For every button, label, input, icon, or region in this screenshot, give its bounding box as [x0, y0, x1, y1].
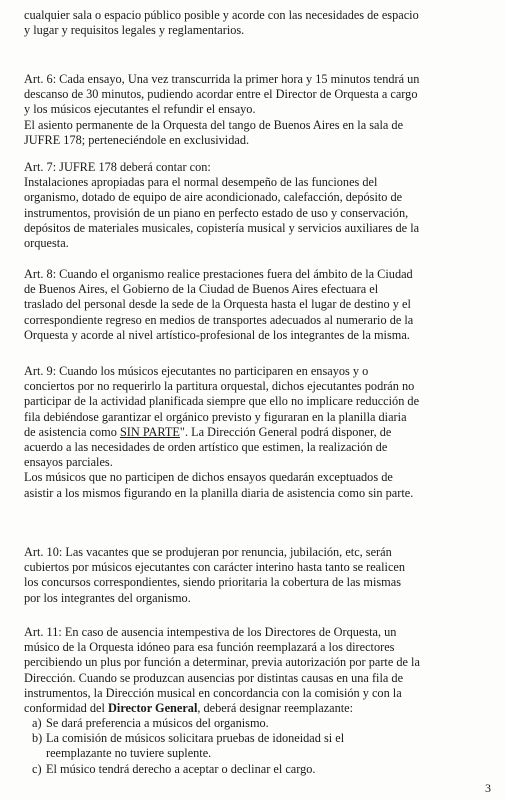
- text-line: Orquesta y acorde al nivel artístico-profesional de los integrantes de la misma.: [24, 327, 410, 342]
- replacement-list: [32, 716, 476, 777]
- text-line: cualquier sala o espacio público posible y acorde con las necesidades de espacio: [24, 8, 419, 22]
- text-line: Art. 6: Cada ensayo, Una vez transcurrida la primer hora y 15 minutos tendrá un: [24, 72, 420, 86]
- list-marker: c): [32, 761, 42, 776]
- text-line: orquesta.: [24, 236, 69, 251]
- text-line: Art. 11: En caso de ausencia intempestiva de los Directores de Orquesta, un: [24, 625, 397, 639]
- text-line: [24, 425, 476, 440]
- text-segment: ". La Dirección General podrá disponer, de: [179, 424, 392, 439]
- article-10: [24, 545, 476, 606]
- page-number: 3: [485, 781, 491, 795]
- article-8: [24, 267, 476, 343]
- text-line: participar de la actividad planificada siempre que ello no implicare reducción de: [24, 394, 420, 409]
- text-segment: conformidad del: [24, 701, 109, 716]
- list-marker: b): [32, 731, 43, 746]
- text-line: Art. 8: Cuando el organismo realice prestaciones fuera del ámbito de la Ciudad: [24, 267, 413, 281]
- text-line: acuerdo a las necesidades de orden artístico que estimen, la realización de: [24, 440, 388, 455]
- text-line: descanso de 30 minutos, pudiendo acordar entre el Director de Orquesta a cargo: [24, 87, 418, 102]
- text-line: ensayos parciales.: [24, 455, 113, 470]
- text-line: Los músicos que no participen de dichos ensayos quedarán exceptuados de: [24, 470, 393, 485]
- list-item: [32, 731, 476, 761]
- text-line: de Buenos Aires, el Gobierno de la Ciudad de Buenos Aires efectuara el: [24, 282, 379, 297]
- text-line: organismo, dotado de equipo de aire acondicionado, calefacción, depósito de: [24, 190, 403, 205]
- text-line: Dirección. Cuando se produzcan ausencias por distintas causas en una fila de: [24, 670, 404, 685]
- list-item-text: [46, 731, 476, 761]
- text-segment: , deberá designar reemplazante:: [197, 701, 354, 716]
- list-item-text: Se dará preferencia a músicos del organismo.: [46, 716, 269, 730]
- text-line: músico de la Orquesta idóneo para esa función reemplazará a los directores: [24, 640, 395, 655]
- article-6: [24, 72, 476, 148]
- text-line: depósitos de materiales musicales, copistería musical y servicios auxiliares de la: [24, 220, 420, 235]
- text-segment: de asistencia como: [24, 424, 120, 439]
- text-line: cubiertos por músicos ejecutantes con carácter interino hasta tanto se realicen: [24, 560, 406, 575]
- text-line: fila debiéndose garantizar el orgánico previsto y figuraran en la planilla diaria: [24, 409, 407, 424]
- list-marker: a): [32, 716, 42, 730]
- text-line: Art. 9: Cuando los músicos ejecutantes no participaren en ensayos y o: [24, 364, 369, 378]
- text-line: los concursos correspondientes, siendo prioritaria la cobertura de las mismas: [24, 575, 401, 590]
- text-line: y lugar y requisitos legales y reglamentarios.: [24, 23, 245, 38]
- list-item-text: El músico tendrá derecho a aceptar o declinar el cargo.: [46, 761, 316, 776]
- bold-term: Director General: [108, 701, 198, 716]
- text-line: percibiendo un plus por función a determinar, previa autorización por parte de la: [24, 655, 420, 670]
- text-line: Instalaciones apropiadas para el normal desempeño de las funciones del: [24, 175, 378, 190]
- text-line: JUFRE 178; perteneciéndole en exclusividad.: [24, 132, 250, 147]
- text-line: asistir a los mismos figurando en la planilla diaria de asistencia como sin parte.: [24, 485, 414, 500]
- text-line: La comisión de músicos solicitara pruebas de idoneidad si el: [46, 731, 345, 746]
- text-line: y los músicos ejecutantes el refundir el ensayo.: [24, 102, 256, 117]
- underlined-term: SIN PARTE: [119, 424, 180, 439]
- list-item: [32, 716, 476, 731]
- text-line: instrumentos, provisión de un piano en perfecto estado de uso y conservación,: [24, 205, 409, 220]
- text-line: [24, 701, 476, 716]
- article-11: [24, 625, 476, 716]
- text-line: instrumentos, la Dirección musical en concordancia con la comisión y con la: [24, 685, 402, 700]
- text-line: Art. 10: Las vacantes que se produjeran por renuncia, jubilación, etc, serán: [24, 545, 392, 559]
- paragraph-top: [24, 8, 476, 38]
- list-item: [32, 762, 476, 777]
- text-line: Art. 7: JUFRE 178 deberá contar con:: [24, 160, 211, 174]
- article-9: [24, 364, 476, 501]
- text-line: correspondiente regreso en medios de transportes adecuados al numerario de la: [24, 312, 414, 327]
- text-line: traslado del personal desde la sede de la Orquesta hasta el lugar de destino y el: [24, 297, 411, 312]
- text-line: conciertos por no requerirlo la partitura orquestal, dichos ejecutantes podrán no: [24, 379, 415, 394]
- text-line: por los integrantes del organismo.: [24, 590, 191, 605]
- article-7: [24, 160, 476, 251]
- text-line: El asiento permanente de la Orquesta del tango de Buenos Aires en la sala de: [24, 117, 404, 132]
- text-line: reemplazante no tuviere suplente.: [46, 746, 212, 761]
